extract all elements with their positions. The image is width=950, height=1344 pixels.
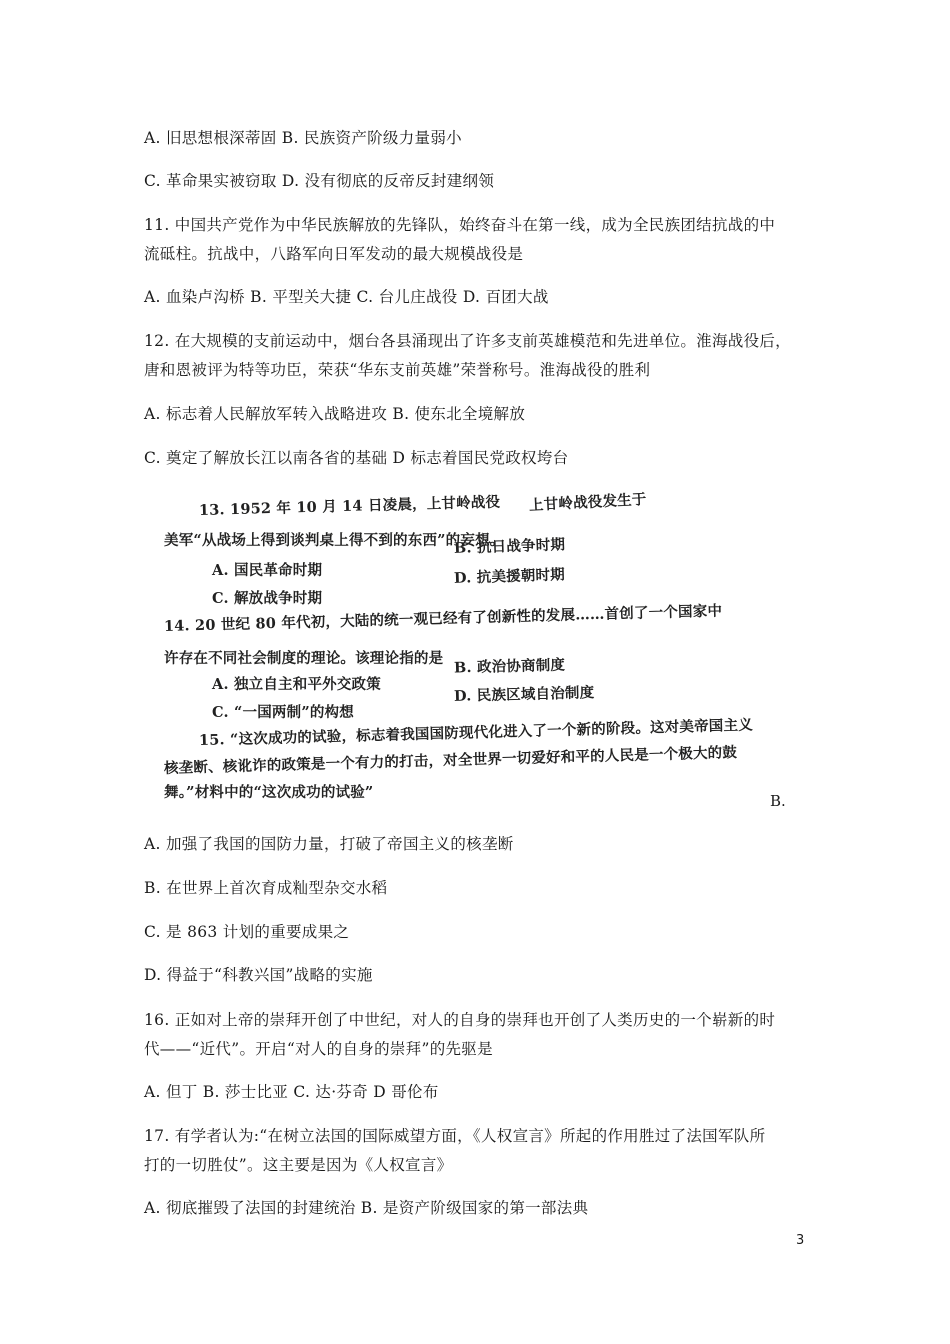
q14-stem-line2: 许存在不同社会制度的理论。该理论指的是 bbox=[164, 650, 444, 667]
q10-options-line2: C. 革命果实被窃取 D. 没有彻底的反帝反封建纲领 bbox=[144, 172, 495, 190]
q11-stem-line2: 流砥柱。抗战中，八路军向日军发动的最大规模战役是 bbox=[144, 245, 524, 263]
q14-option-c: C. “一国两制”的构想 bbox=[212, 704, 354, 721]
q11-stem-line1: 11. 中国共产党作为中华民族解放的先锋队，始终奋斗在第一线，成为全民族团结抗战的中 bbox=[144, 216, 776, 234]
q16-stem-line1: 16. 正如对上帝的崇拜开创了中世纪，对人的自身的崇拜也开创了人类历史的一个崭新的时 bbox=[144, 1011, 776, 1029]
q16-stem-line2: 代——“近代”。开启“对人的自身的崇拜”的先驱是 bbox=[144, 1040, 493, 1058]
q15-stem-line2: 核垄断、核讹诈的政策是一个有力的打击，对全世界一切爱好和平的人民是一个极大的鼓 bbox=[163, 743, 738, 777]
scanned-question-image bbox=[144, 486, 769, 804]
q14-stem-line1: 14. 20 世纪 80 年代初，大陆的统一观已经有了创新性的发展……首创了一个国家中 bbox=[163, 602, 723, 635]
page-number: 3 bbox=[796, 1233, 805, 1248]
q15-option-b: B. 在世界上首次育成籼型杂交水稻 bbox=[144, 879, 388, 897]
q15-option-c: C. 是 863 计划的重要成果之 bbox=[144, 923, 350, 941]
q16-options: A. 但丁 B. 莎士比亚 C. 达·芬奇 D 哥伦布 bbox=[144, 1083, 439, 1101]
q13-option-b: B. 抗日战争时期 bbox=[453, 536, 566, 557]
q15-option-a: A. 加强了我国的国防力量，打破了帝国主义的核垄断 bbox=[144, 835, 514, 853]
q12-options-line1: A. 标志着人民解放军转入战略进攻 B. 使东北全境解放 bbox=[144, 405, 526, 423]
q17-stem-line2: 打的一切胜仗”。这主要是因为《人权宣言》 bbox=[144, 1156, 453, 1174]
q14-option-d: D. 民族区域自治制度 bbox=[453, 684, 595, 705]
q15-option-d: D. 得益于“科教兴国”战略的实施 bbox=[144, 966, 373, 984]
q13-option-a: A. 国民革命时期 bbox=[212, 562, 323, 579]
q12-stem-line2: 唐和恩被评为特等功臣，荣获“华东支前英雄”荣誉称号。淮海战役的胜利 bbox=[144, 361, 651, 379]
q17-stem-line1: 17. 有学者认为:“在树立法国的国际威望方面，《人权宣言》所起的作用胜过了法国军队所 bbox=[144, 1127, 766, 1145]
q12-options-line2: C. 奠定了解放长江以南各省的基础 D 标志着国民党政权垮台 bbox=[144, 449, 569, 467]
q13-option-c: C. 解放战争时期 bbox=[212, 590, 323, 607]
q15-stem-line1: 15. “这次成功的试验，标志着我国国防现代化进入了一个新的阶段。这对美帝国主义 bbox=[198, 716, 754, 749]
q14-option-b: B. 政治协商制度 bbox=[453, 656, 566, 677]
q15-stem-line3: 舞。”材料中的“这次成功的试验” bbox=[164, 784, 374, 801]
q12-stem-line1: 12. 在大规模的支前运动中，烟台各县涌现出了许多支前英雄模范和先进单位。淮海战役后， bbox=[144, 332, 791, 350]
q13-stem-line2: 美军“从战场上得到谈判桌上得不到的东西”的妄想。 bbox=[164, 532, 505, 549]
q17-options-line1: A. 彻底摧毁了法国的封建统治 B. 是资产阶级国家的第一部法典 bbox=[144, 1199, 589, 1217]
q14-option-a: A. 独立自主和平外交政策 bbox=[212, 676, 381, 693]
image-trailing-label: B. bbox=[770, 792, 786, 810]
q13-option-d: D. 抗美援朝时期 bbox=[453, 566, 566, 587]
q13-stem-line1b: 上甘岭战役发生于 bbox=[528, 490, 647, 515]
q10-options-line1: A. 旧思想根深蒂固 B. 民族资产阶级力量弱小 bbox=[144, 129, 462, 147]
q13-stem-line1: 13. 1952 年 10 月 14 日凌晨，上甘岭战役 bbox=[198, 493, 501, 519]
q11-options: A. 血染卢沟桥 B. 平型关大捷 C. 台儿庄战役 D. 百团大战 bbox=[144, 288, 549, 306]
